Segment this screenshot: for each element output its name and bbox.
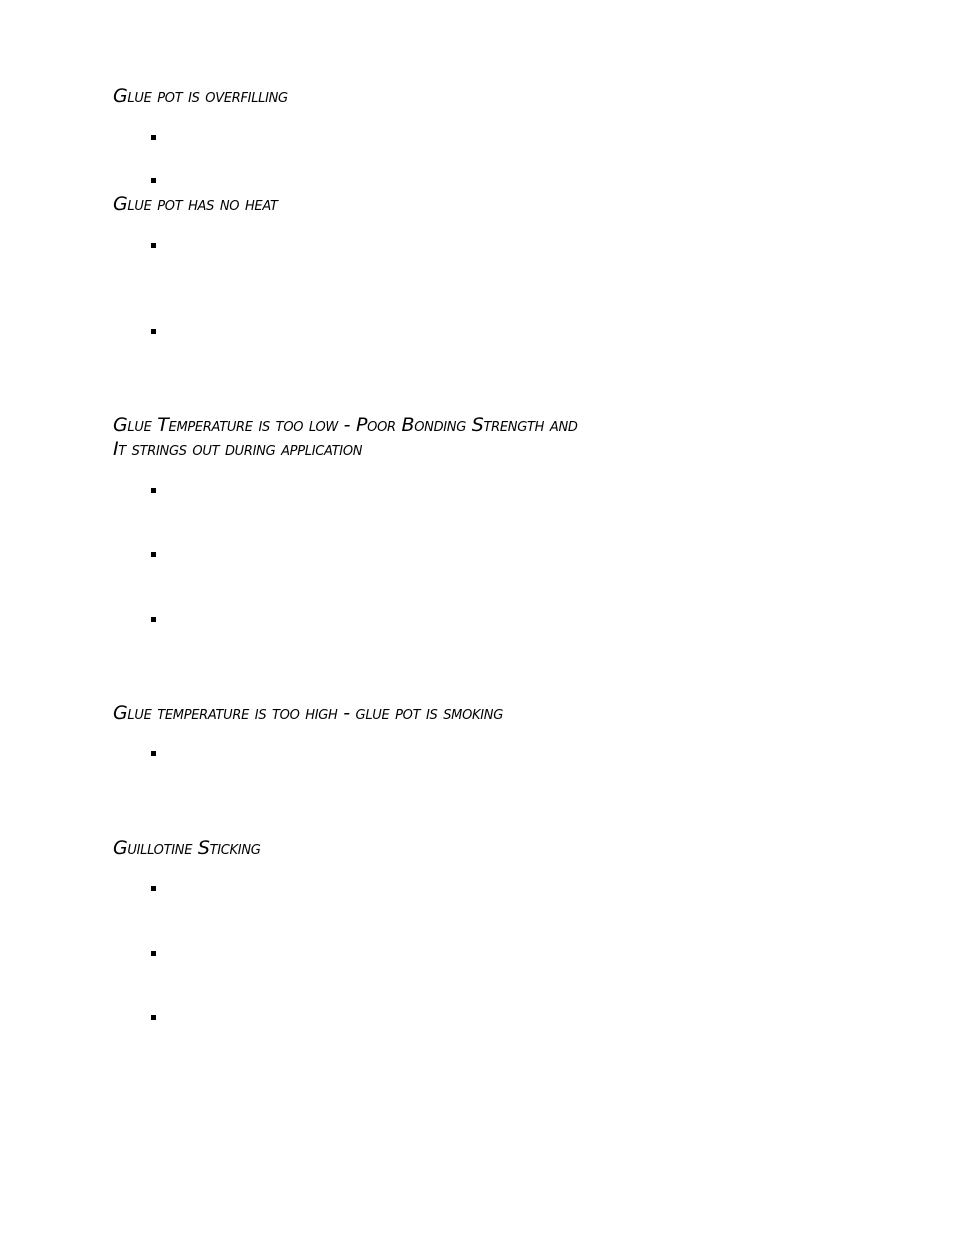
heading-line: Glue pot is overfilling: [113, 85, 288, 107]
heading-line: Glue temperature is too high - glue pot is smoking: [113, 702, 503, 724]
section-heading-glue-pot-no-heat: [113, 192, 278, 216]
bullet-marker: [151, 617, 156, 622]
heading-line: Glue pot has no heat: [113, 193, 278, 215]
bullet-marker: [151, 751, 156, 756]
bullet-marker: [151, 488, 156, 493]
bullet-marker: [151, 243, 156, 248]
bullet-marker: [151, 886, 156, 891]
bullet-marker: [151, 135, 156, 140]
section-heading-glue-temperature-too-high: [113, 701, 503, 725]
heading-line: Guillotine Sticking: [113, 837, 261, 859]
bullet-marker: [151, 1015, 156, 1020]
bullet-marker: [151, 951, 156, 956]
heading-line: Glue Temperature is too low - Poor Bonding Strength and: [113, 414, 578, 436]
section-heading-glue-temperature-too-low: [113, 413, 578, 461]
heading-line: It strings out during application: [113, 438, 363, 460]
bullet-marker: [151, 552, 156, 557]
bullet-marker: [151, 178, 156, 183]
section-heading-guillotine-sticking: [113, 836, 261, 860]
bullet-marker: [151, 329, 156, 334]
section-heading-glue-pot-overfilling: [113, 84, 288, 108]
